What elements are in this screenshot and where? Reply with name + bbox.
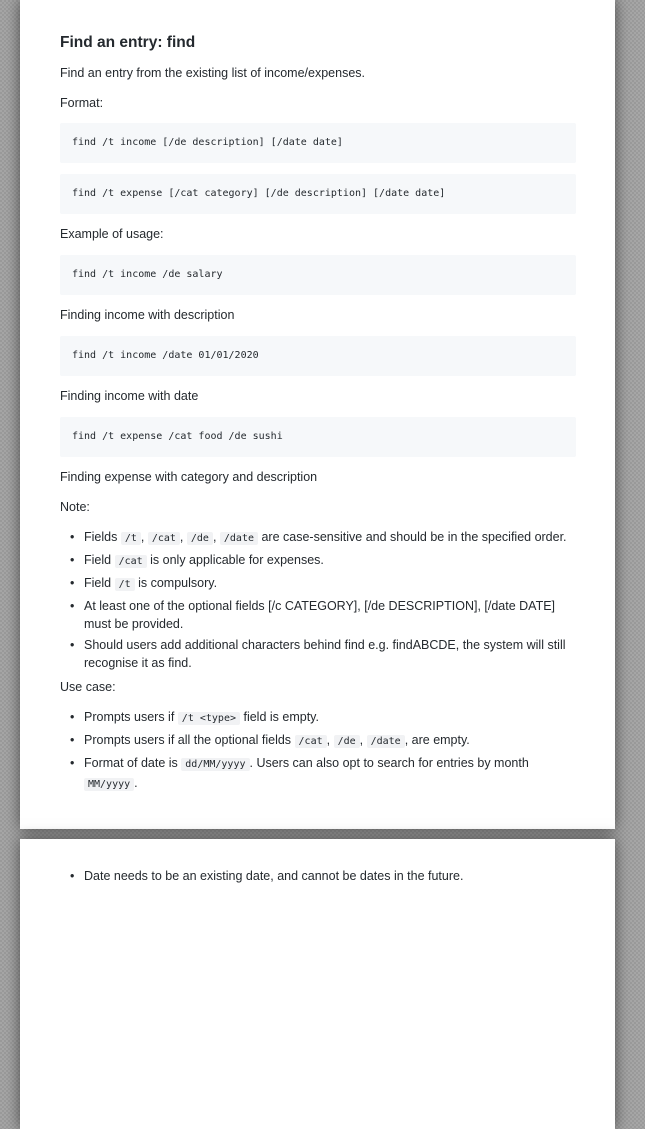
note-text: is compulsory. (138, 576, 218, 590)
section-heading: Find an entry: find (60, 34, 196, 51)
example-code-block (60, 336, 576, 376)
inline-code: /cat (295, 735, 327, 748)
list-item: • Fields /t , /cat , /de , /date are case-sensitive and should be in the specified order. (60, 528, 576, 548)
list-item: • Prompts users if all the optional fields /cat , /de , /date , are empty. (60, 731, 576, 751)
usecase-text: Prompts users if (84, 710, 175, 724)
list-item (60, 597, 576, 633)
document-page-1 (20, 0, 615, 829)
usecase-label: Use case: (60, 680, 116, 694)
inline-code: /t (121, 532, 141, 545)
format-expense-code: find /t expense [/cat category] [/de description] [/date date] (72, 188, 446, 199)
example-caption: Finding income with description (60, 308, 235, 322)
note-text: are case-sensitive and should be in the specified order. (261, 530, 567, 544)
usecase-text: Date needs to be an existing date, and cannot be dates in the future. (84, 869, 464, 883)
inline-code: /cat (115, 555, 147, 568)
note-label: Note: (60, 500, 90, 514)
intro-text: Find an entry from the existing list of income/expenses. (60, 66, 366, 80)
example-code: find /t income /de salary (72, 269, 223, 280)
usecase-text: , are empty. (404, 733, 470, 747)
list-item (60, 708, 576, 728)
list-item (60, 754, 576, 794)
example-code: find /t expense /cat food /de sushi (72, 431, 283, 442)
format-expense-code-block (60, 174, 576, 214)
note-text: Fields (84, 530, 118, 544)
inline-code: /t <type> (178, 712, 240, 725)
example-code-block (60, 255, 576, 295)
example-caption: Finding income with date (60, 389, 199, 403)
usecase-text: field is empty. (243, 710, 319, 724)
inline-code: /date (367, 735, 405, 748)
example-label: Example of usage: (60, 227, 164, 241)
list-item (60, 574, 576, 594)
document-page-2 (20, 839, 615, 1129)
usecase-text: Format of date is (84, 756, 178, 770)
list-item (60, 636, 576, 672)
example-caption: Finding expense with category and description (60, 470, 318, 484)
notes-list (60, 528, 576, 675)
usecase-text: . (134, 776, 138, 790)
inline-code: /de (334, 735, 360, 748)
inline-code: /de (187, 532, 213, 545)
note-text: Should users add additional characters behind find e.g. findABCDE, the system will still recognise it as find. (84, 638, 566, 670)
example-code-block (60, 417, 576, 457)
inline-code: MM/yyyy (84, 778, 134, 791)
list-item (60, 867, 576, 885)
format-label: Format: (60, 96, 104, 110)
inline-code: /cat (148, 532, 180, 545)
list-item (60, 551, 576, 571)
note-text: At least one of the optional fields [/c CATEGORY], [/de DESCRIPTION], [/date DATE] must be provided. (84, 599, 556, 631)
inline-code: /date (220, 532, 258, 545)
note-text: Field (84, 576, 112, 590)
format-income-code-block (60, 123, 576, 163)
inline-code: dd/MM/yyyy (181, 758, 249, 771)
note-text: Field (84, 553, 112, 567)
usecase-text: Prompts users if all the optional fields (84, 733, 292, 747)
usecase-text: . Users can also opt to search for entries by month (249, 756, 529, 770)
usecase-list (60, 708, 576, 797)
inline-code: /t (115, 578, 135, 591)
example-code: find /t income /date 01/01/2020 (72, 350, 259, 361)
page2-list (60, 867, 576, 888)
note-text: is only applicable for expenses. (150, 553, 324, 567)
format-income-code: find /t income [/de description] [/date date] (72, 137, 343, 148)
